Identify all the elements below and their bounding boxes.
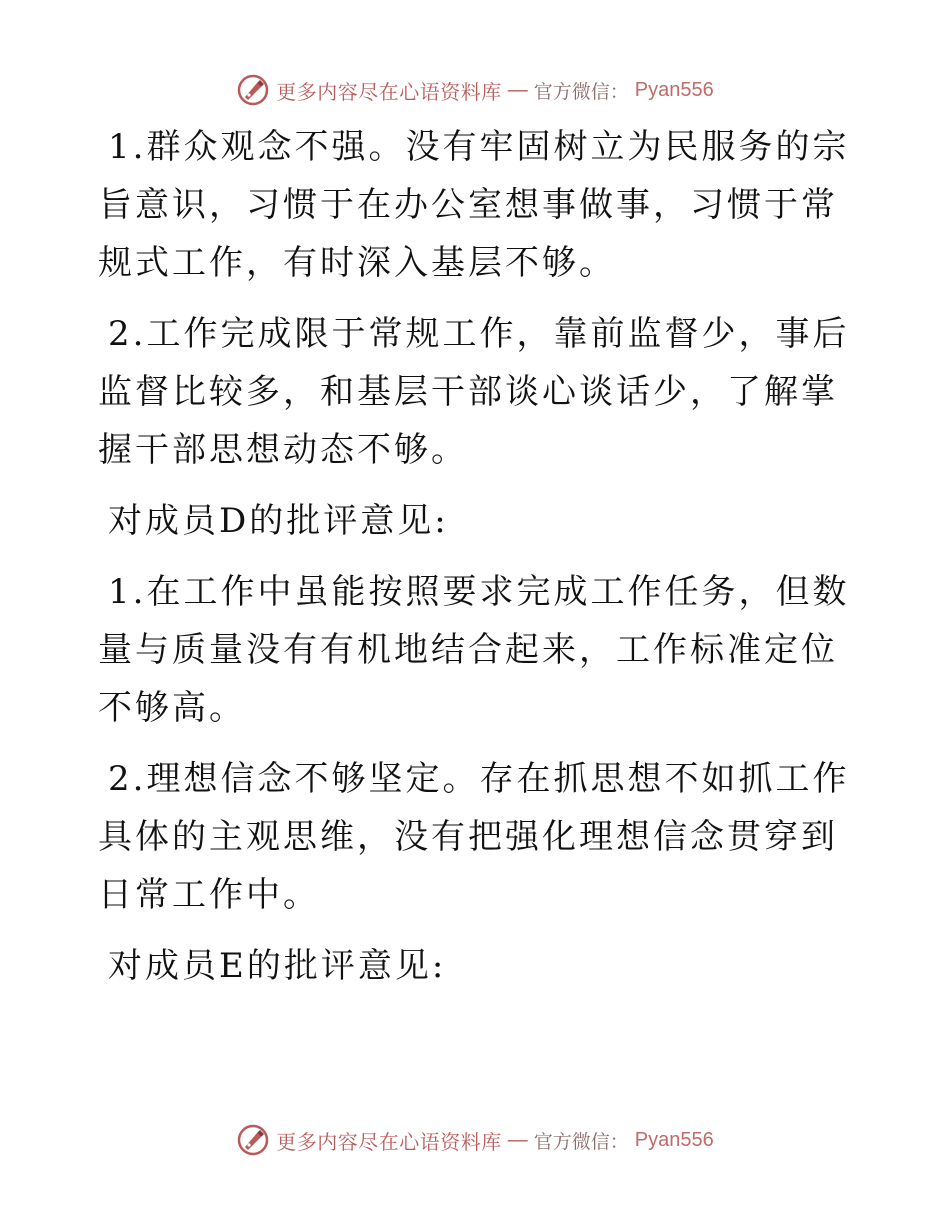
header-banner (0, 70, 950, 110)
paragraph-1: 1.群众观念不强。没有牢固树立为民服务的宗旨意识，习惯于在办公室想事做事，习惯于常规式工作，有时深入基层不够。 (98, 127, 850, 283)
footer-site-text: 更多内容尽在心语资料库 (276, 1129, 502, 1154)
pen-nib-logo-icon (236, 1123, 270, 1157)
paragraph-2: 2.工作完成限于常规工作，靠前监督少，事后监督比较多，和基层干部谈心谈话少，了解掌握干部思想动态不够。 (98, 314, 850, 470)
paragraph-3: 1.在工作中虽能按照要求完成工作任务，但数量与质量没有有机地结合起来，工作标准定位不够高。 (98, 572, 850, 728)
section-heading-member-e: 对成员E的批评意见: (108, 946, 447, 986)
pen-nib-logo-icon (236, 73, 270, 107)
document-body (98, 118, 858, 1008)
footer-dash: — (507, 1128, 528, 1151)
section-heading-member-d: 对成员D的批评意见: (108, 501, 449, 541)
paragraph-4: 2.理想信念不够坚定。存在抓思想不如抓工作具体的主观思维，没有把强化理想信念贯穿到日常工作中。 (98, 759, 850, 915)
header-wechat-id: Pyan556 (634, 78, 714, 101)
header-dash: — (507, 78, 528, 101)
footer-wechat-label: 官方微信： (533, 1130, 629, 1153)
header-site-text: 更多内容尽在心语资料库 (276, 79, 502, 104)
header-wechat-label: 官方微信： (533, 80, 629, 103)
footer-wechat-id: Pyan556 (634, 1128, 714, 1151)
footer-banner (0, 1120, 950, 1160)
